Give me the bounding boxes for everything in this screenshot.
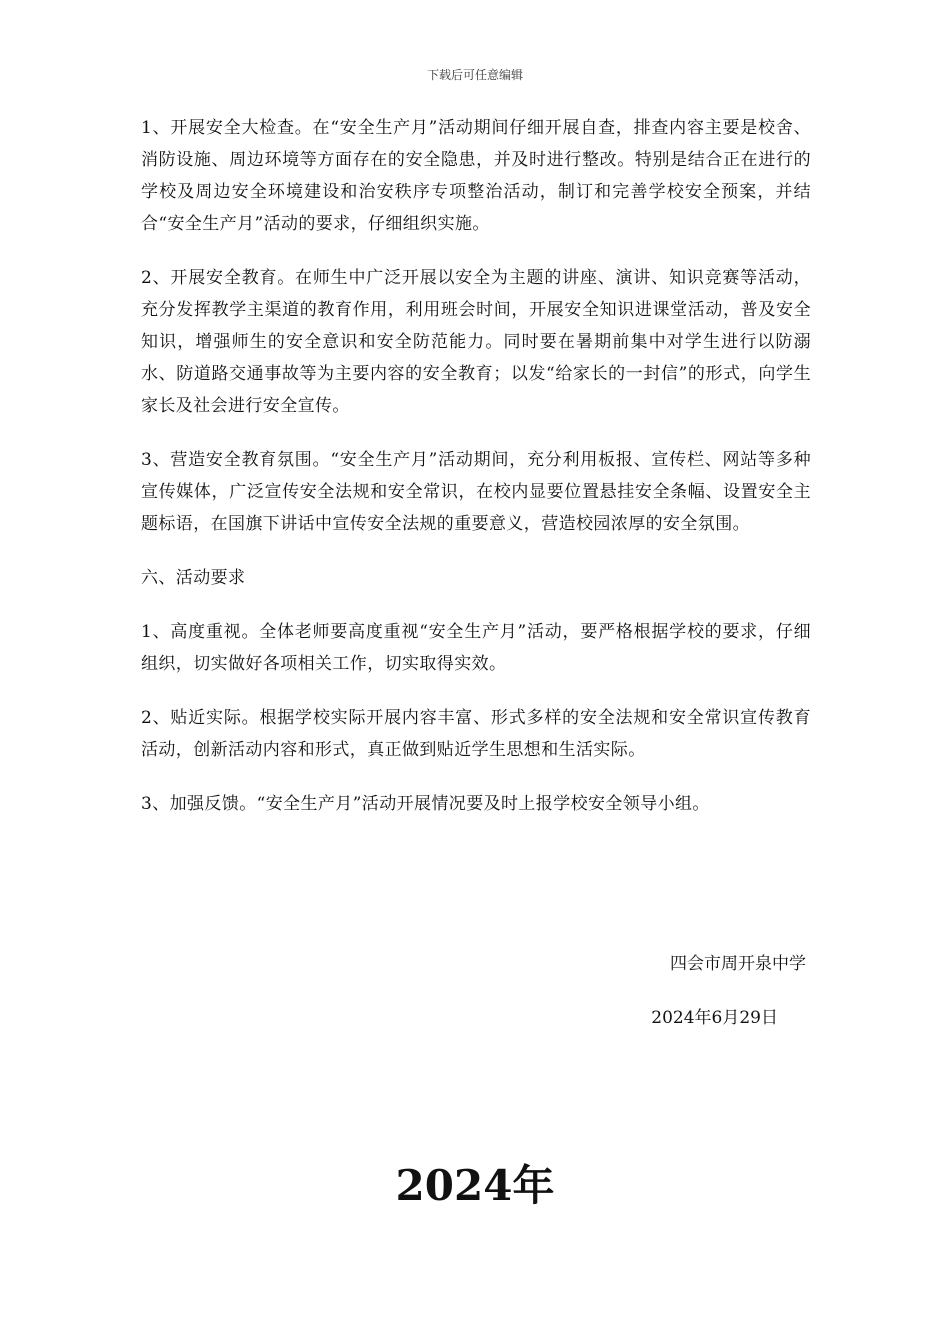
- paragraph-high-importance: 1、高度重视。全体老师要高度重视“安全生产月”活动，要严格根据学校的要求，仔细组织，切实做好各项相关工作，切实取得实效。: [141, 622, 811, 674]
- section-heading-requirements: 六、活动要求: [141, 568, 246, 588]
- large-year-text: 2024年: [395, 1161, 555, 1210]
- paragraph-feedback: 3、加强反馈。“安全生产月”活动开展情况要及时上报学校安全领导小组。: [141, 794, 710, 814]
- paragraph-safety-atmosphere: 3、营造安全教育氛围。“安全生产月”活动期间，充分利用板报、宣传栏、网站等多种宣传媒体，广泛宣传安全法规和安全常识，在校内显要位置悬挂安全条幅、设置安全主题标语，在国旗下讲话中宣传安全法规的重要意义，营造校园浓厚的安全氛围。: [141, 450, 811, 534]
- paragraph-close-to-reality: 2、贴近实际。根据学校实际开展内容丰富、形式多样的安全法规和安全常识宣传教育活动，创新活动内容和形式，真正做到贴近学生思想和生活实际。: [141, 708, 811, 760]
- paragraph-safety-education: 2、开展安全教育。在师生中广泛开展以安全为主题的讲座、演讲、知识竞赛等活动，充分发挥教学主渠道的教育作用，利用班会时间，开展安全知识进课堂活动，普及安全知识，增强师生的安全意识和安全防范能力。同时要在暑期前集中对学生进行以防溺水、防道路交通事故等为主要内容的安全教育；以发“给家长的一封信”的形式，向学生家长及社会进行安全宣传。: [141, 268, 811, 416]
- document-body: [141, 112, 811, 842]
- signature-school: 四会市周开泉中学: [670, 954, 806, 974]
- signature-date: 2024年6月29日: [651, 1008, 778, 1028]
- header-note: 下载后可任意编辑: [426, 68, 523, 82]
- paragraph-safety-inspection: 1、开展安全大检查。在“安全生产月”活动期间仔细开展自查，排查内容主要是校舍、消防设施、周边环境等方面存在的安全隐患，并及时进行整改。特别是结合正在进行的学校及周边安全环境建设和治安秩序专项整治活动，制订和完善学校安全预案，并结合“安全生产月”活动的要求，仔细组织实施。: [141, 118, 811, 234]
